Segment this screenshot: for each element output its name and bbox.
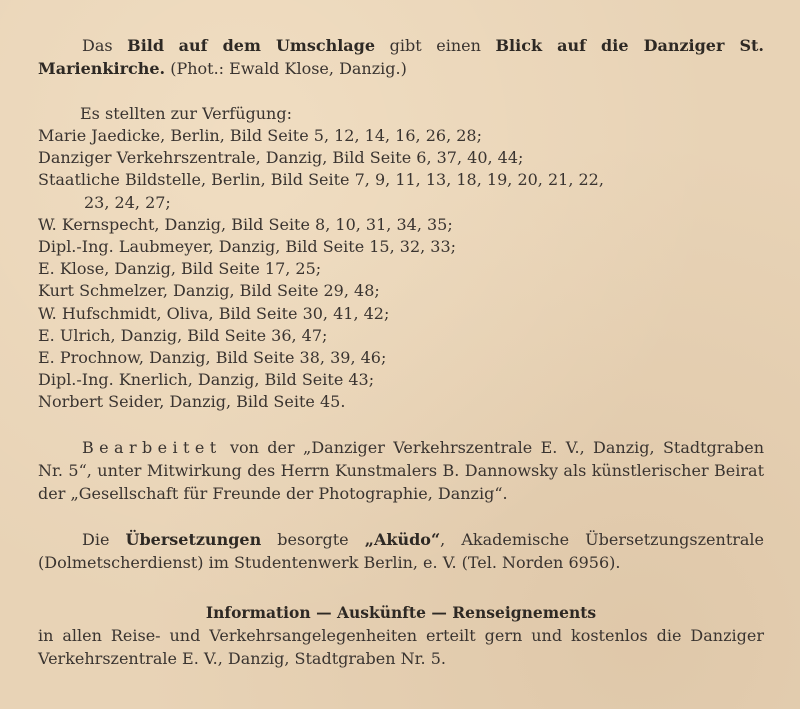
info-text: in allen Reise- und Verkehrsangelegenheiten erteilt gern und kostenlos die Danziger Verkehrszentrale E. V., Danzig, Stadtgraben Nr. 5. [38,625,764,668]
credit-line: Kurt Schmelzer, Danzig, Bild Seite 29, 48; [38,281,380,301]
info-heading: Information — Auskünfte — Renseignements [205,602,597,622]
cover-note-text: Das [82,36,128,55]
translation-note [38,528,764,574]
editor-note-text: von der „Danziger Verkehrszentrale E. V., Danzig, Stadtgraben Nr. 5“, unter Mitwirkung des Herrn Kunstmalers B. Dannowsky als künstlerischer Beirat der „Gesellschaft für Freunde der Photographie, Danzig“. [38,437,764,503]
translation-note-bold: Übersetzungen [125,529,262,549]
cover-note-photo-credit: (Phot.: Ewald Klose, Danzig.) [165,59,407,78]
cover-note [38,34,764,80]
translation-note-text: besorgte [261,529,365,549]
credits-list [38,125,764,414]
credit-line: E. Prochnow, Danzig, Bild Seite 38, 39, 46; [38,348,387,368]
text-block [38,34,764,670]
credit-line: Danziger Verkehrszentrale, Danzig, Bild Seite 6, 37, 40, 44; [38,148,524,168]
credit-line: Dipl.-Ing. Laubmeyer, Danzig, Bild Seite 15, 32, 33; [38,237,457,257]
cover-note-text [164,36,179,55]
credit-line: E. Ulrich, Danzig, Bild Seite 36, 47; [38,325,328,345]
editor-note [38,436,764,505]
translation-note-text: , Akademische Übersetzungszentrale (Dolmetscherdienst) im Studentenwerk Berlin, e. V. (Tel. Norden 6956). [38,529,765,572]
credit-line: Norbert Seider, Danzig, Bild Seite 45. [38,392,346,412]
cover-note-bold: Blick auf die Danziger St. Marienkirche. [38,36,764,78]
cover-note-bold: auf dem Umschlage [178,36,376,55]
translation-note-bold: „Aküdo“ [364,529,441,549]
credit-line: Staatliche Bildstelle, Berlin, Bild Seite 7, 9, 11, 13, 18, 19, 20, 21, 22, [38,170,604,190]
cover-note-bold: Bild [127,36,165,55]
editor-note-spaced-word: Bearbeitet [82,437,222,457]
credit-line: Dipl.-Ing. Knerlich, Danzig, Bild Seite 43; [38,370,375,390]
cover-note-text: gibt einen [375,36,496,55]
credit-line: E. Klose, Danzig, Bild Seite 17, 25; [38,259,322,279]
credit-line: W. Kernspecht, Danzig, Bild Seite 8, 10, 31, 34, 35; [38,214,453,234]
credit-line-continued: 23, 24, 27; [84,192,171,212]
credit-line: W. Hufschmidt, Oliva, Bild Seite 30, 41, 42; [38,303,390,323]
credit-line: Marie Jaedicke, Berlin, Bild Seite 5, 12, 14, 16, 26, 28; [38,126,482,145]
translation-note-text: Die [82,529,126,549]
credits-title: Es stellten zur Verfügung: [80,104,292,123]
